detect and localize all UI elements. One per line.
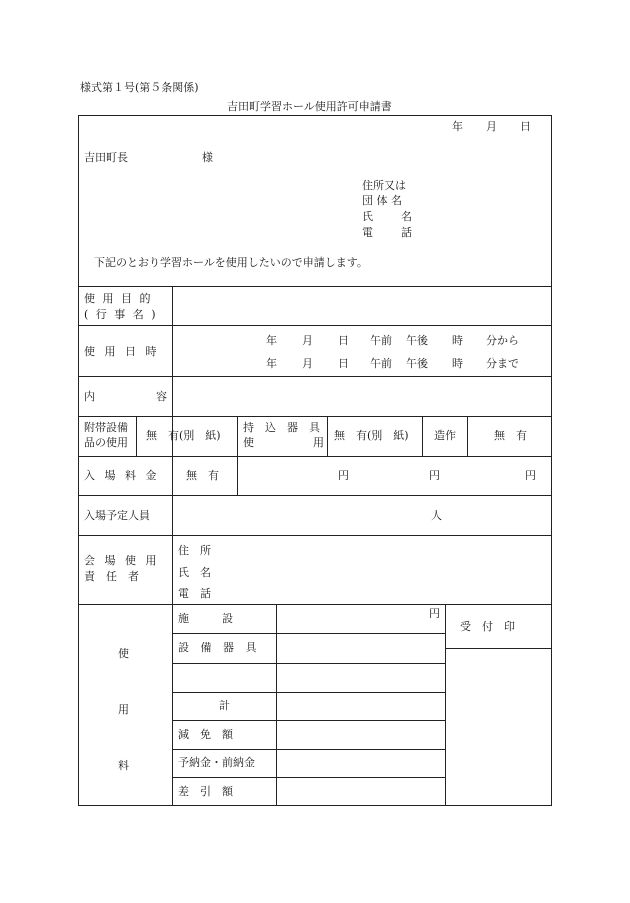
fee-row-prepayment: 予納金・前納金 <box>178 756 255 769</box>
reception-stamp-label: 受 付 印 <box>460 620 515 633</box>
carry-in-sublabel-left: 使 <box>243 436 254 449</box>
attendance-label: 入場予定人員 <box>84 509 150 522</box>
manager-phone-label: 電 話 <box>178 587 211 600</box>
purpose-label: 使 用 目 的 <box>84 292 153 305</box>
usage-fee-label-3: 料 <box>118 759 129 772</box>
equipment-label: 附帯設備 <box>84 421 128 434</box>
applicant-phone-label: 電 話 <box>362 226 412 239</box>
admission-fee-yen-2: 円 <box>429 469 440 482</box>
equipment-options[interactable]: 無 有(別 紙) <box>146 429 221 442</box>
content-label-right: 容 <box>156 390 167 403</box>
admission-fee-yen-3: 円 <box>525 469 536 482</box>
addressee: 吉田町長 <box>84 151 128 164</box>
honorific: 様 <box>202 151 213 164</box>
usage-fee-label-2: 用 <box>118 703 129 716</box>
fee-row-balance: 差 引 額 <box>178 785 233 798</box>
equipment-sublabel: 品の使用 <box>84 436 128 449</box>
applicant-address-label: 住所又は <box>362 179 406 192</box>
form-title: 吉田町学習ホール使用許可申請書 <box>227 100 392 113</box>
content-label-left: 内 <box>84 390 95 403</box>
purpose-sublabel: ( 行 事 名 ) <box>84 308 158 321</box>
date-year: 年 <box>452 120 463 133</box>
fee-row-equipment: 設 備 器 具 <box>178 641 261 654</box>
usage-fee-label-1: 使 <box>118 647 129 660</box>
manager-name-label: 氏 名 <box>178 566 211 579</box>
construction-label: 造作 <box>434 429 456 442</box>
fee-yen-unit: 円 <box>429 607 440 620</box>
manager-address-label: 住 所 <box>178 544 211 557</box>
carry-in-options[interactable]: 無 有(別 紙) <box>334 429 409 442</box>
manager-sublabel: 責 任 者 <box>84 570 139 583</box>
attendance-field[interactable] <box>174 497 424 534</box>
admission-fee-label: 入 場 料 金 <box>84 469 160 482</box>
date-month: 月 <box>486 120 497 133</box>
construction-options[interactable]: 無 有 <box>494 429 527 442</box>
carry-in-sublabel-right: 用 <box>313 436 324 449</box>
datetime-label: 使 用 日 時 <box>84 345 160 358</box>
admission-fee-options[interactable]: 無 有 <box>186 469 219 482</box>
admission-fee-yen-1: 円 <box>338 469 349 482</box>
application-statement: 下記のとおり学習ホールを使用したいので申請します。 <box>94 256 368 269</box>
fee-row-total: 計 <box>219 699 230 712</box>
content-field[interactable] <box>174 378 550 415</box>
purpose-field[interactable] <box>174 288 550 324</box>
applicant-name-label: 氏 名 <box>362 210 412 223</box>
date-day: 日 <box>520 120 531 133</box>
carry-in-label: 持 込 器 具 <box>243 421 320 434</box>
reception-stamp-area <box>447 650 550 804</box>
manager-label: 会 場 使 用 <box>84 554 160 567</box>
form-number: 様式第１号(第５条関係) <box>80 81 199 94</box>
applicant-group-label: 団 体 名 <box>362 194 402 207</box>
fee-row-reduction: 減 免 額 <box>178 728 233 741</box>
fee-row-facility: 施 設 <box>178 612 233 625</box>
attendance-unit: 人 <box>431 509 442 522</box>
datetime-row-2[interactable]: 年 月 日 午前 午後 時 分まで <box>266 357 519 370</box>
datetime-row-1[interactable]: 年 月 日 午前 午後 時 分から <box>266 334 519 347</box>
